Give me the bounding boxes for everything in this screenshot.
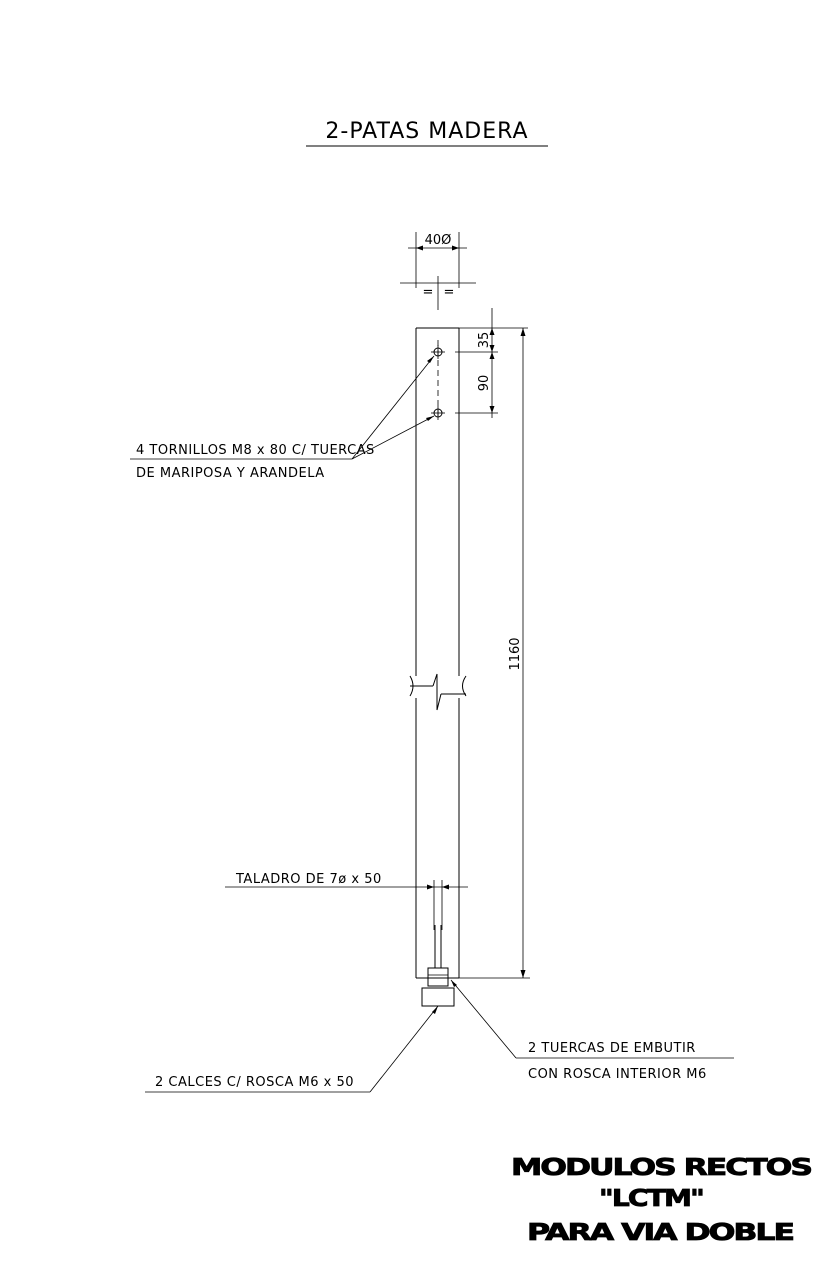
drill-note (225, 872, 468, 968)
equal-mark-right: = (443, 285, 455, 300)
top-offset-label: 35 (477, 331, 492, 349)
equal-mark-left: = (422, 285, 434, 300)
nuts-note-line2: CON ROSCA INTERIOR M6 (528, 1067, 707, 1082)
bolt-dimensions (455, 308, 528, 418)
length-label: 1160 (508, 637, 523, 671)
bolts-note-line1: 4 TORNILLOS M8 x 80 C/ TUERCAS (136, 443, 375, 458)
bolts-note (130, 356, 434, 481)
title-block-line1: MODULOS RECTOS (511, 1155, 811, 1181)
shims-note-label: 2 CALCES C/ ROSCA M6 x 50 (155, 1075, 354, 1090)
width-dimension (400, 232, 476, 310)
width-label: 40Ø (424, 233, 452, 248)
title-block-line2: "LCTM" (599, 1186, 703, 1212)
length-dimension (459, 328, 530, 978)
wooden-leg (410, 328, 466, 978)
bolt-spacing-label: 90 (477, 374, 492, 392)
nuts-note-line1: 2 TUERCAS DE EMBUTIR (528, 1041, 696, 1056)
drawing-title: 2-PATAS MADERA (325, 119, 529, 144)
bolts-note-line2: DE MARIPOSA Y ARANDELA (136, 466, 325, 481)
title-block-line3: PARA VIA DOBLE (527, 1220, 795, 1246)
title-block (511, 1155, 811, 1246)
nut-and-shim (422, 968, 454, 1006)
drill-note-label: TALADRO DE 7ø x 50 (236, 872, 382, 887)
shims-note (145, 1006, 438, 1092)
nuts-note (451, 980, 734, 1082)
